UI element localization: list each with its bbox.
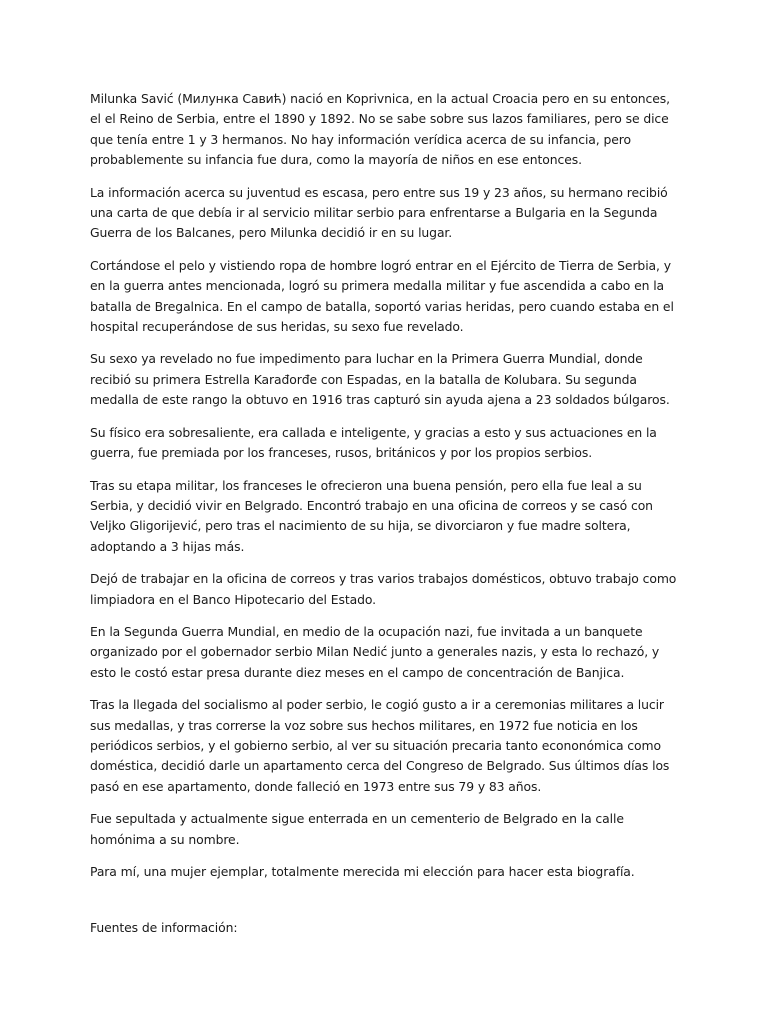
paragraph-world-war-one: Su sexo ya revelado no fue impedimento para luchar en la Primera Guerra Mundial, donde recibió su primera Estrella Karađorđe con Espadas, en la batalla de Kolubara. Su segunda medalla de este rango la obtuvo en 1916 tras capturó sin ayuda ajena a 23 soldados búlgaros.	[90, 351, 670, 408]
paragraph-post-military: Tras su etapa militar, los franceses le ofrecieron una buena pensión, pero ella fue leal a su Serbia, y decidió vivir en Belgrado. Encontró trabajo en una oficina de correos y se casó con Veljko Gligorijević, pero tras el nacimiento de su hija, se divorciaron y fue madre soltera, adoptando a 3 hijas más.	[90, 477, 653, 554]
sources-heading: Fuentes de información:	[90, 920, 238, 936]
paragraph-army-entry: Cortándose el pelo y vistiendo ropa de hombre logró entrar en el Ejército de Tierra de Serbia, y en la guerra antes mencionada, logró su primera medalla militar y fue ascendida a cabo en la batalla de Bregalnica. En el campo de batalla, soportó varias heridas, pero cuando estaba en el hospital recuperándose de sus heridas, su sexo fue revelado.	[90, 257, 674, 335]
paragraph-world-war-two: En la Segunda Guerra Mundial, en medio de la ocupación nazi, fue invitada a un banquete organizado por el gobernador serbio Milan Nedić junto a generales nazis, y esta lo rechazó, y esto le costó estar presa durante diez meses en el campo de concentración de Banjica.	[90, 623, 660, 680]
paragraph-burial: Fue sepultada y actualmente sigue enterrada en un cementerio de Belgrado en la calle homónima a su nombre.	[90, 811, 624, 847]
document-body	[90, 89, 680, 951]
paragraph-later-life: Tras la llegada del socialismo al poder serbio, le cogió gusto a ir a ceremonias militares a lucir sus medallas, y tras correrse la voz sobre sus hechos militares, en 1972 fue noticia en los periódicos serbios, y el gobierno serbio, al ver su situación precaria tanto econonómica como doméstica, decidió darle un apartamento cerca del Congreso de Belgrado. Sus últimos días los pasó en ese apartamento, donde falleció en 1973 entre sus 79 y 83 años.	[90, 697, 670, 794]
paragraph-youth: La información acerca su juventud es escasa, pero entre sus 19 y 23 años, su hermano recibió una carta de que debía ir al servicio militar serbio para enfrentarse a Bulgaria en la Segunda Guerra de los Balcanes, pero Milunka decidió ir en su lugar.	[90, 184, 668, 241]
paragraph-birth: Milunka Savić (Милунка Савић) nació en Koprivnica, en la actual Croacia pero en su entonces, el el Reino de Serbia, entre el 1890 y 1892. No se sabe sobre sus lazos familiares, pero se dice que tenía entre 1 y 3 hermanos. No hay información verídica acerca de su infancia, pero probablemente su infancia fue dura, como la mayoría de niños en ese entonces.	[90, 91, 670, 168]
paragraph-opinion: Para mí, una mujer ejemplar, totalmente merecida mi elección para hacer esta biografía.	[90, 864, 635, 879]
paragraph-awards: Su físico era sobresaliente, era callada e inteligente, y gracias a esto y sus actuaciones en la guerra, fue premiada por los franceses, rusos, británicos y por los propios serbios.	[90, 424, 657, 461]
paragraph-work: Dejó de trabajar en la oficina de correos y tras varios trabajos domésticos, obtuvo trabajo como limpiadora en el Banco Hipotecario del Estado.	[90, 571, 677, 607]
